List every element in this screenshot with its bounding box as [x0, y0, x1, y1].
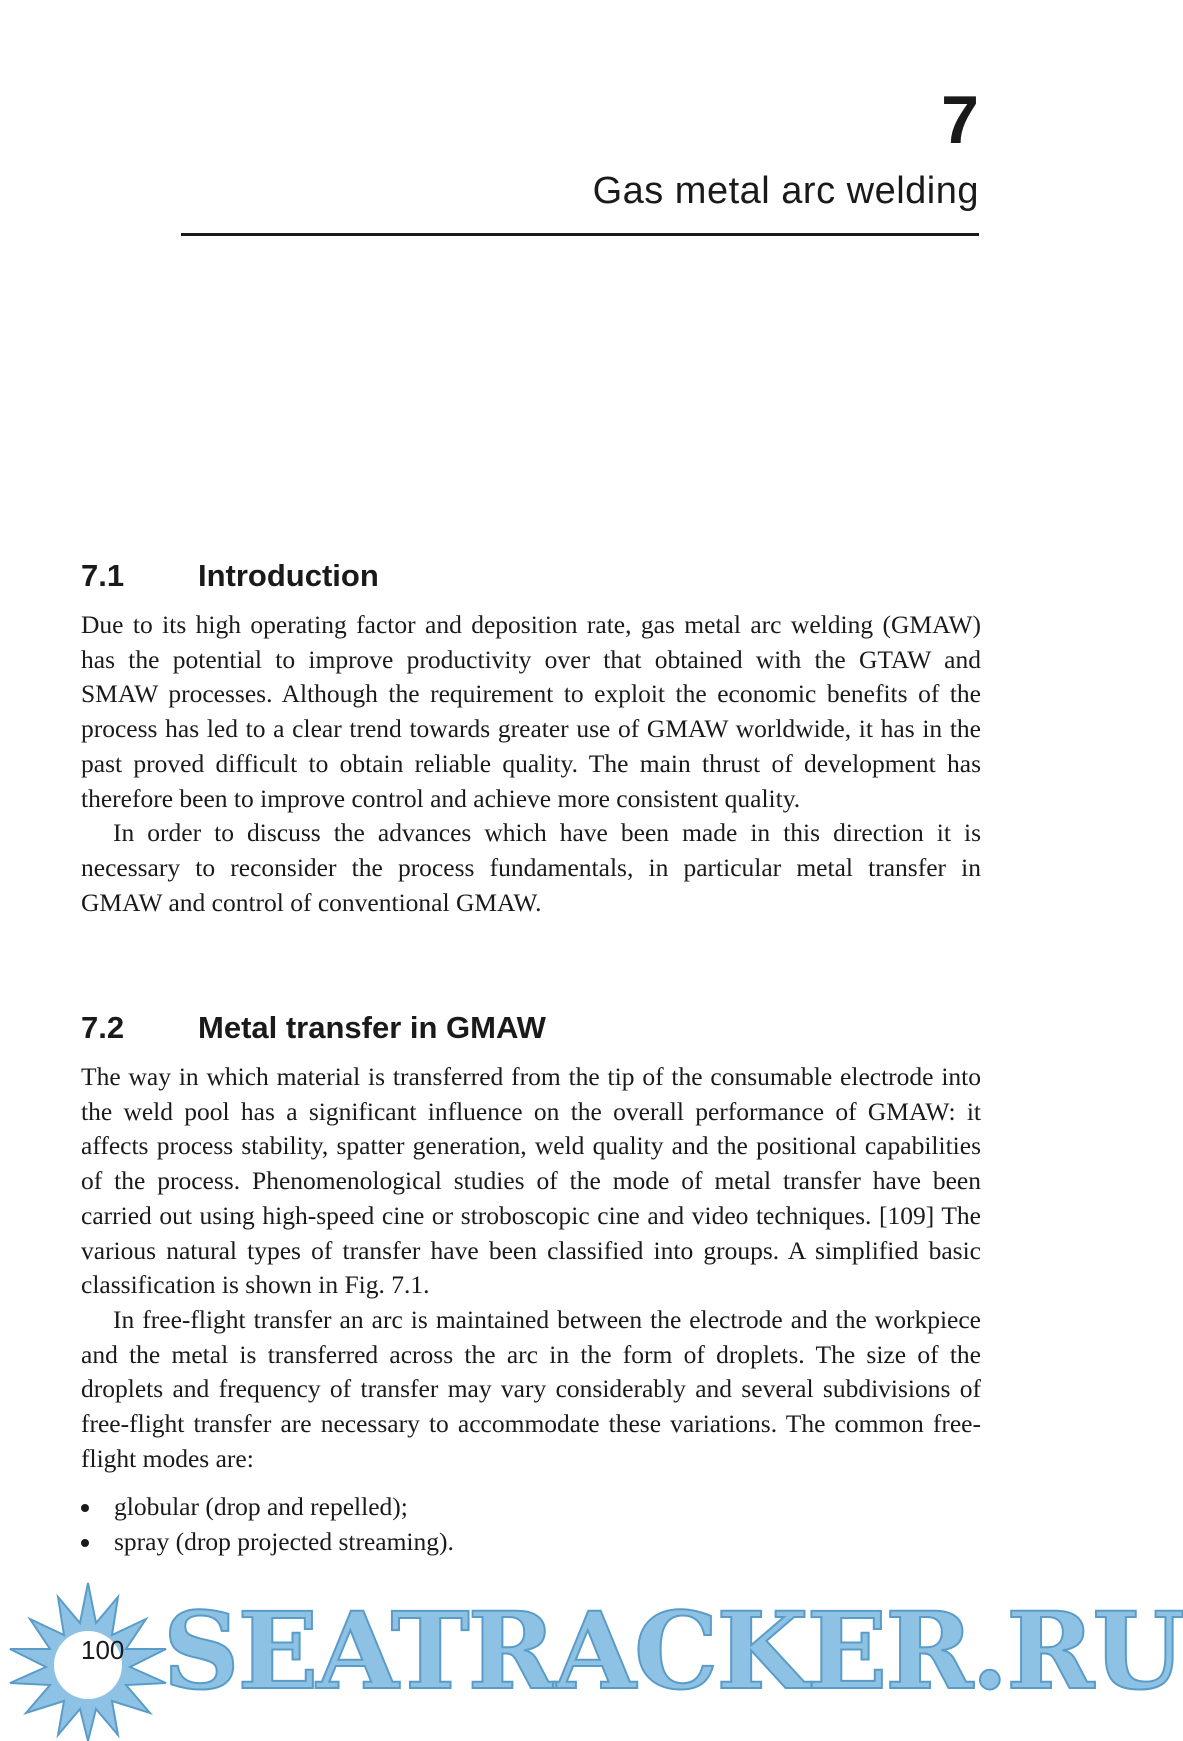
list-item-text: spray (drop projected streaming). [114, 1527, 454, 1557]
section-title: Metal transfer in GMAW [198, 1010, 546, 1045]
section-title: Introduction [198, 558, 379, 593]
section-heading-metal-transfer [81, 1010, 979, 1046]
section-heading-introduction [81, 558, 979, 594]
list-item-text: globular (drop and repelled); [114, 1492, 408, 1522]
bullet-icon [81, 1504, 89, 1512]
paragraph: In free-flight transfer an arc is maintained between the electrode and the workpiece and the metal is transferred across the arc in the form of droplets. The size of the droplets and frequency of transfer may vary considerably and several subdivisions of free-flight transfer are necessary to accommodate these variations. The common free-flight modes are: [81, 1304, 981, 1473]
section-number: 7.2 [81, 1010, 125, 1045]
section-body-introduction [81, 608, 981, 920]
paragraph: The way in which material is transferred from the tip of the consumable electrode into the weld pool has a significant influence on the overall performance of GMAW: it affects process stability, spatter generation, weld quality and the positional capabilities of the process. Phenomenological studies of the mode of metal transfer have been carried out using high-speed cine or stroboscopic cine and video techniques. [109] The various natural types of transfer have been classified into groups. A simplified basic classification is shown in Fig. 7.1. [81, 1062, 981, 1300]
watermark-text: SEATRACKER.RU [163, 1588, 1183, 1713]
bullet-icon [81, 1539, 89, 1547]
chapter-number: 7 [941, 82, 979, 158]
page-number: 100 [81, 1635, 125, 1665]
paragraph: In order to discuss the advances which have been made in this direction it is necessary to reconsider the process fundamentals, in particular metal transfer in GMAW and control of conventional GMAW. [81, 818, 981, 917]
paragraph: Due to its high operating factor and deposition rate, gas metal arc welding (GMAW) has the potential to improve productivity over that obtained with the GTAW and SMAW processes. Although the requirement to exploit the economic benefits of the process has led to a clear trend towards greater use of GMAW worldwide, it has in the past proved difficult to obtain reliable quality. The main thrust of development has therefore been to improve control and achieve more consistent quality. [81, 610, 981, 813]
list-item [81, 1490, 981, 1525]
chapter-title-rule [181, 233, 979, 236]
section-body-metal-transfer [81, 1060, 981, 1560]
free-flight-modes-list [81, 1490, 981, 1559]
section-number: 7.1 [81, 558, 125, 593]
chapter-title: Gas metal arc welding [592, 170, 979, 212]
list-item [81, 1525, 981, 1560]
